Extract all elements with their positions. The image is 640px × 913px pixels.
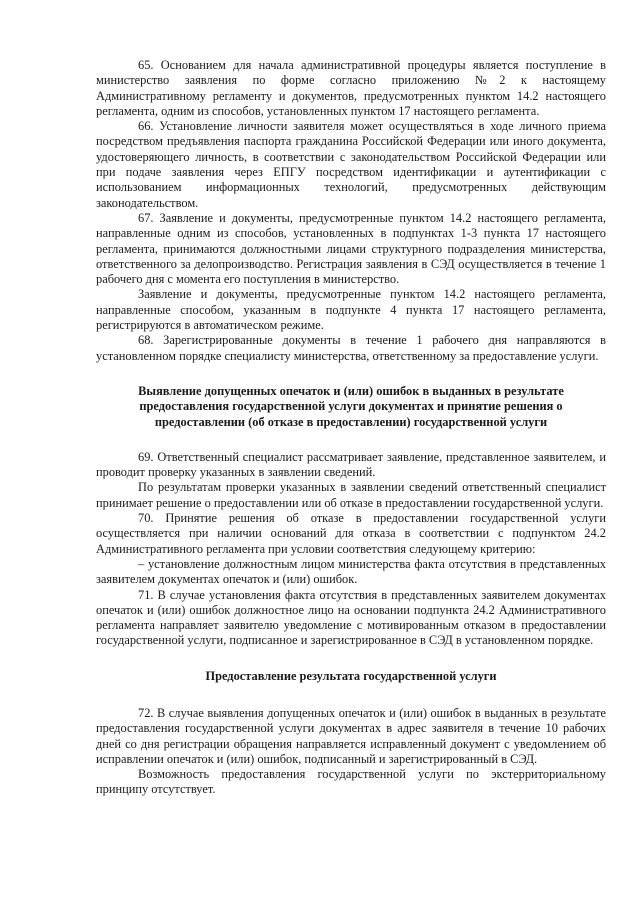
section-heading-errors: Выявление допущенных опечаток и (или) ошибок в выданных в результате предоставления государственной услуги документах и принятие решения о предоставлении (об отказе в предоставлении) государственной услуги <box>138 383 564 429</box>
paragraph-67-continued: Заявление и документы, предусмотренные пунктом 14.2 настоящего регламента, направленные способом, указанным в подпункте 4 пункта 17 настоящего регламента, регистрируются в автоматическом режиме. <box>96 287 606 333</box>
paragraph-extraterritorial: Возможность предоставления государственной услуги по экстерриториальному принципу отсутствует. <box>96 767 606 797</box>
paragraph-72: 72. В случае выявления допущенных опечаток и (или) ошибок в выданных в результате предоставления государственной услуги документах в адрес заявителя в течение 10 рабочих дней со дня регистрации обращения направляется исправленный документ с уведомлением об исправлении опечаток и (или) ошибок, подписанный и зарегистрированный в СЭД. <box>96 705 606 766</box>
paragraph-65: 65. Основанием для начала административной процедуры является поступление в министерство заявления по форме согласно приложению №2 к настоящему Административному регламенту и документов, предусмотренных пунктом 14.2 настоящего регламента, одним из способов, установленных пунктом 17 настоящего регламента. <box>96 58 606 118</box>
paragraph-66: 66. Установление личности заявителя может осуществляться в ходе личного приема посредством предъявления паспорта гражданина Российской Федерации или иного документа, удостоверяющего личность, в соответствии с законодательством Российской Федерации или при подаче заявления через ЕПГУ посредством идентификации и аутентификации с использованием информационных технологий, предусмотренных действующим законодательством. <box>96 119 606 210</box>
paragraph-69: 69. Ответственный специалист рассматривает заявление, представленное заявителем, и проводит проверку указанных в заявлении сведений. <box>96 449 606 480</box>
paragraph-70: 70. Принятие решения об отказе в предоставлении государственной услуги осуществляется при наличии оснований для отказа в соответствии с подпунктом 24.2 Административного регламента при условии соответствия следующему критерию: <box>96 511 606 556</box>
paragraph-71: 71. В случае установления факта отсутствия в представленных заявителем документах опечаток и (или) ошибок должностное лицо на основании подпункта 24.2 Административного регламента направляет заявителю уведомление с мотивированным отказом в предоставлении государственной услуги, подписанное и зарегистрированное в СЭД в установленном порядке. <box>96 587 606 648</box>
paragraph-67: 67. Заявление и документы, предусмотренные пунктом 14.2 настоящего регламента, направленные одним из способов, установленных в подпунктах 1-3 пункта 17 настоящего регламента, принимаются должностными лицами структурного подразделения министерства, ответственного за делопроизводство. Регистрация заявления в СЭД осуществляется в течение 1 рабочего дня с момента его поступления в министерство. <box>96 210 606 287</box>
section-heading-result: Предоставление результата государственной услуги <box>205 668 497 683</box>
paragraph-69-continued: По результатам проверки указанных в заявлении сведений ответственный специалист принимает решение о предоставлении или об отказе в предоставлении государственной услуги. <box>96 480 606 510</box>
paragraph-68: 68. Зарегистрированные документы в течение 1 рабочего дня направляются в установленном порядке специалисту министерства, ответственному за предоставление услуги. <box>96 333 606 363</box>
paragraph-70-criterion: – установление должностным лицом министерства факта отсутствия в представленных заявителем документах опечаток и (или) ошибок. <box>96 556 606 587</box>
